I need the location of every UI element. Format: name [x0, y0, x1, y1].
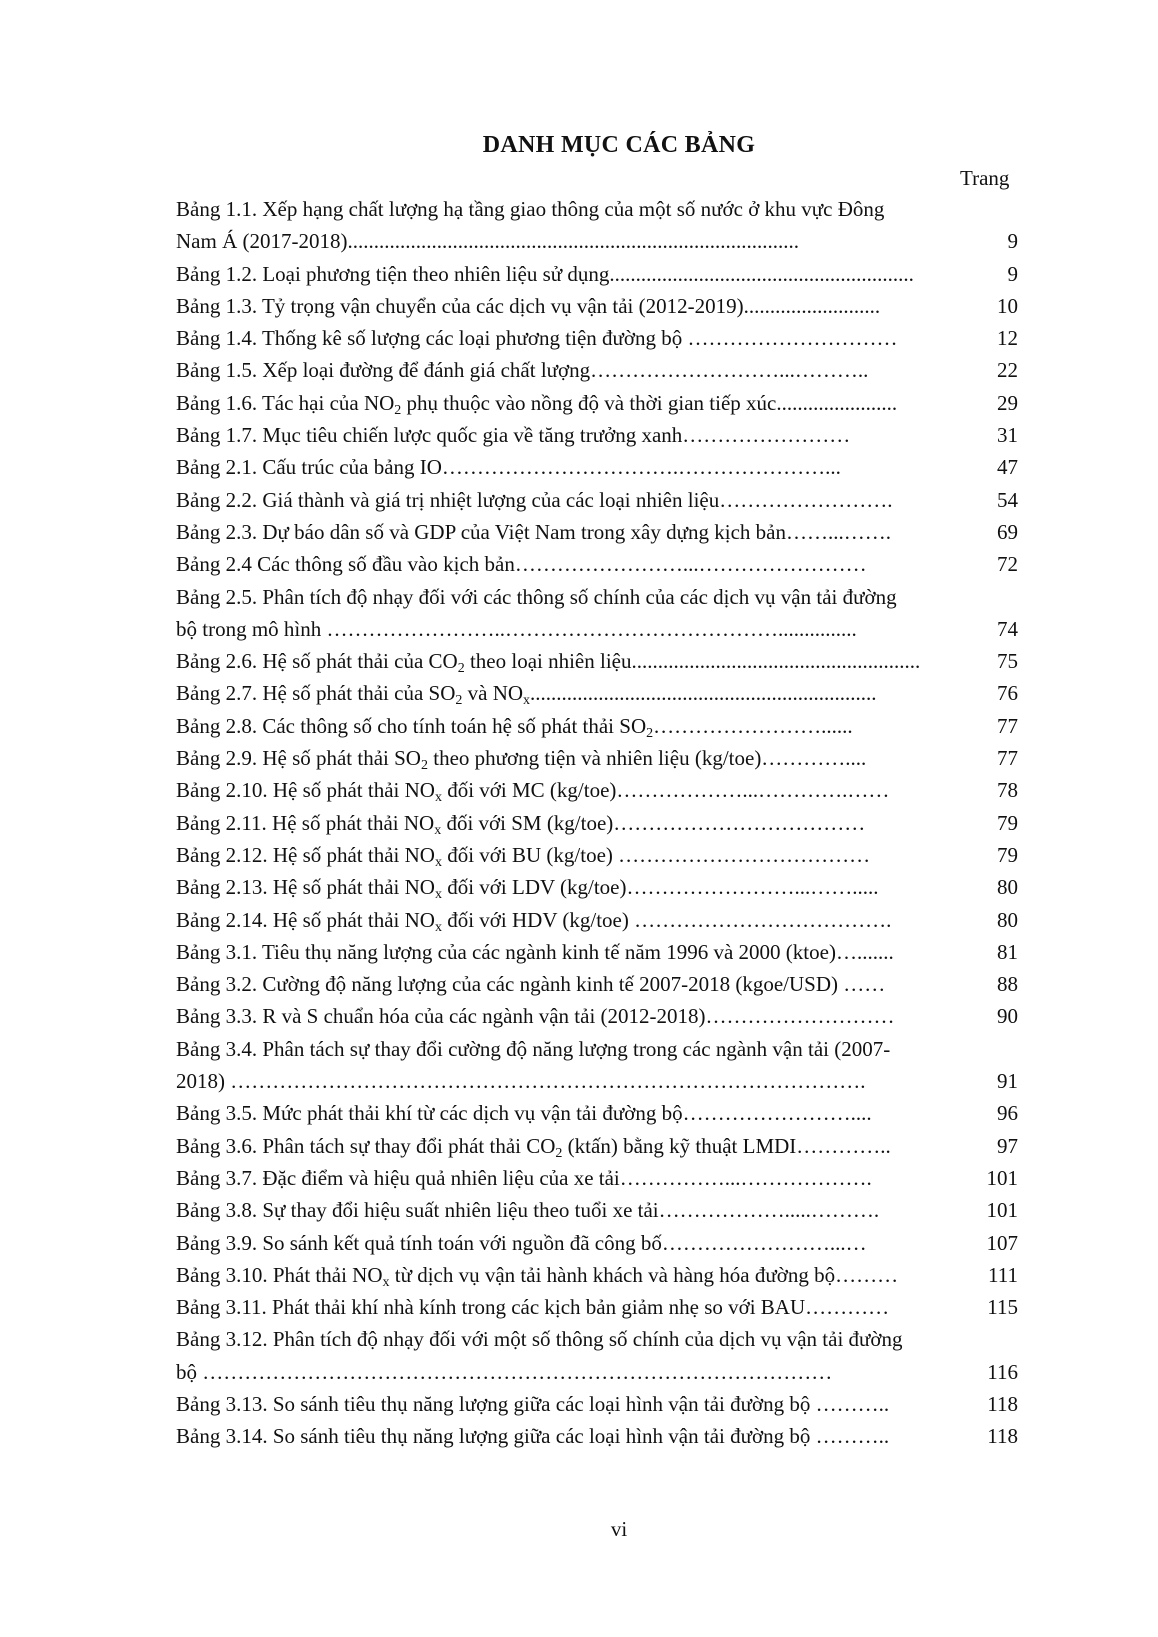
list-item[interactable]	[176, 839, 1018, 871]
list-item[interactable]	[176, 1097, 1018, 1129]
entry-text: Bảng 3.7. Đặc điểm và hiệu quả nhiên liệu của xe tải……………...……………….	[176, 1165, 872, 1190]
entry-text: Bảng 1.3. Tỷ trọng vận chuyển của các dịch vụ vận tải (2012-2019)..........................	[176, 293, 881, 318]
page-number: 97	[997, 1133, 1018, 1158]
entry-title	[176, 807, 865, 839]
entry-title	[176, 1388, 889, 1420]
entry-text: Bảng 2.12. Hệ số phát thải NO	[176, 842, 435, 867]
table-list	[176, 193, 1018, 1453]
entry-title	[176, 1097, 872, 1129]
page-number: 12	[997, 326, 1018, 351]
entry-text: và NO	[462, 681, 524, 706]
list-item[interactable]	[176, 290, 1018, 322]
page-number: 78	[997, 778, 1018, 803]
entry-title	[176, 904, 891, 936]
entry-title	[176, 1420, 889, 1452]
subscript: 2	[646, 725, 654, 741]
page-number: 79	[997, 810, 1018, 835]
page-number: 77	[997, 713, 1018, 738]
entry-title	[176, 225, 799, 257]
list-item[interactable]	[176, 1420, 1018, 1452]
list-item[interactable]	[176, 904, 1018, 936]
page-number: 88	[997, 972, 1018, 997]
list-item[interactable]	[176, 1065, 1018, 1097]
page-number-footer: vi	[610, 1517, 628, 1541]
page-number: 107	[986, 1230, 1018, 1255]
page-number: 115	[987, 1295, 1018, 1320]
page-number: 77	[997, 746, 1018, 771]
entry-text: Bảng 2.8. Các thông số cho tính toán hệ số phát thải SO	[176, 713, 647, 738]
page-number: 72	[997, 552, 1018, 577]
list-item[interactable]	[176, 225, 1018, 257]
entry-text: Bảng 3.12. Phân tích độ nhạy đối với một số thông số chính của dịch vụ vận tải đường	[176, 1327, 903, 1352]
entry-title	[176, 387, 897, 419]
entry-text: đối với MC (kg/toe)………………...………….……	[441, 778, 890, 803]
page-number: 9	[1007, 229, 1018, 254]
entry-title	[176, 548, 867, 580]
entry-title	[176, 1259, 898, 1291]
page-number: 79	[997, 842, 1018, 867]
entry-text: Bảng 3.8. Sự thay đổi hiệu suất nhiên liệu theo tuổi xe tải……………….....……….	[176, 1198, 880, 1223]
entry-text: Bảng 2.10. Hệ số phát thải NO	[176, 778, 435, 803]
entry-title	[176, 290, 880, 322]
entry-title	[176, 1130, 891, 1162]
entry-text: Bảng 2.11. Hệ số phát thải NO	[176, 810, 435, 835]
entry-text: Bảng 3.4. Phân tách sự thay đổi cường độ năng lượng trong các ngành vận tải (2007-	[176, 1036, 891, 1061]
entry-title	[176, 1065, 866, 1097]
page-number: 54	[997, 487, 1018, 512]
entry-title	[176, 1000, 895, 1032]
page-number: 101	[986, 1198, 1018, 1223]
entry-text: Bảng 1.2. Loại phương tiện theo nhiên liệu sử dụng..........................................................	[176, 261, 914, 286]
entry-text: Bảng 3.13. So sánh tiêu thụ năng lượng giữa các loại hình vận tải đường bộ ………..	[176, 1391, 890, 1416]
entry-text: Bảng 3.10. Phát thải NO	[176, 1262, 383, 1287]
entry-title	[176, 516, 891, 548]
entry-text: Bảng 2.5. Phân tích độ nhạy đối với các thông số chính của các dịch vụ vận tải đường	[176, 584, 897, 609]
subscript: x	[523, 693, 531, 709]
entry-text: Bảng 2.2. Giá thành và giá trị nhiệt lượng của các loại nhiên liệu…………………….	[176, 487, 893, 512]
entry-text: Bảng 3.9. So sánh kết quả tính toán với nguồn đã công bố……………………...…	[176, 1230, 867, 1255]
subscript: x	[434, 822, 442, 838]
entry-title	[176, 968, 885, 1000]
list-item[interactable]	[176, 1162, 1018, 1194]
page-number: 76	[997, 681, 1018, 706]
list-item[interactable]	[176, 1291, 1018, 1323]
entry-title	[176, 354, 868, 386]
subscript: x	[434, 790, 442, 806]
entry-text: Bảng 3.5. Mức phát thải khí từ các dịch vụ vận tải đường bộ……………………....	[176, 1101, 872, 1126]
entry-text: Bảng 1.1. Xếp hạng chất lượng hạ tầng giao thông của một số nước ở khu vực Đông	[176, 197, 885, 221]
entry-title	[176, 193, 884, 225]
entry-text: ..................................................................	[530, 681, 877, 706]
entry-title	[176, 451, 841, 483]
subscript: 2	[555, 1145, 563, 1161]
entry-text: Bảng 1.6. Tác hại của NO	[176, 390, 395, 415]
entry-title	[176, 645, 920, 677]
entry-text: theo loại nhiên liệu.......................................................	[464, 649, 921, 674]
entry-title	[176, 742, 866, 774]
list-item[interactable]	[176, 548, 1018, 580]
entry-text: đối với HDV (kg/toe) ……………………………….	[441, 907, 892, 932]
page-number: 111	[988, 1262, 1018, 1287]
entry-title	[176, 1291, 889, 1323]
entry-title	[176, 710, 853, 742]
list-item[interactable]	[176, 807, 1018, 839]
list-item[interactable]	[176, 1388, 1018, 1420]
page-number: 22	[997, 358, 1018, 383]
entry-text: Bảng 2.3. Dự báo dân số và GDP của Việt Nam trong xây dựng kịch bản……...…….	[176, 519, 891, 544]
entry-text: (ktấn) bằng kỹ thuật LMDI…………..	[562, 1133, 891, 1158]
entry-text: Bảng 3.3. R và S chuẩn hóa của các ngành vận tải (2012-2018)………………………	[176, 1004, 895, 1029]
page-number: 9	[1007, 261, 1018, 286]
entry-text: Bảng 3.2. Cường độ năng lượng của các ngành kinh tế 2007-2018 (kgoe/USD) ……	[176, 972, 886, 997]
page-number: 80	[997, 875, 1018, 900]
subscript: 2	[420, 758, 428, 774]
list-item[interactable]	[176, 1323, 1018, 1355]
list-item[interactable]	[176, 774, 1018, 806]
page-number: 118	[987, 1424, 1018, 1449]
list-item[interactable]	[176, 677, 1018, 709]
subscript: x	[434, 887, 442, 903]
page-number: 81	[997, 939, 1018, 964]
list-item[interactable]	[176, 354, 1018, 386]
entry-text: ……………………......	[653, 713, 853, 738]
entry-text: 2018) ……………………………………………………………………………….	[176, 1069, 866, 1094]
page-number: 31	[997, 423, 1018, 448]
entry-text: Bảng 2.4 Các thông số đầu vào kịch bản……………………...……………………	[176, 552, 867, 577]
list-item[interactable]	[176, 1033, 1018, 1065]
page-number: 10	[997, 293, 1018, 318]
entry-text: Bảng 1.4. Thống kê số lượng các loại phương tiện đường bộ …………………………	[176, 326, 898, 351]
entry-text: theo phương tiện và nhiên liệu (kg/toe)…………....	[427, 746, 867, 771]
page-number: 91	[997, 1069, 1018, 1094]
entry-title	[176, 1227, 867, 1259]
entry-title	[176, 871, 879, 903]
subscript: x	[382, 1274, 390, 1290]
entry-text: Bảng 2.9. Hệ số phát thải SO	[176, 746, 421, 771]
entry-title	[176, 774, 889, 806]
subscript: 2	[394, 402, 402, 418]
page-number: 101	[986, 1165, 1018, 1190]
list-item[interactable]	[176, 1356, 1018, 1388]
list-item[interactable]	[176, 193, 1018, 225]
page-title: DANH MỤC CÁC BẢNG	[482, 132, 756, 158]
page-number: 90	[997, 1004, 1018, 1029]
entry-text: Bảng 2.1. Cấu trúc của bảng IO…………………………….…………………...	[176, 455, 841, 480]
list-item[interactable]	[176, 451, 1018, 483]
entry-text: Bảng 3.6. Phân tách sự thay đổi phát thải CO	[176, 1133, 556, 1158]
entry-text: Bảng 2.13. Hệ số phát thải NO	[176, 875, 435, 900]
page-number: 116	[987, 1359, 1018, 1384]
list-item[interactable]	[176, 1000, 1018, 1032]
entry-text: Bảng 2.14. Hệ số phát thải NO	[176, 907, 435, 932]
list-item[interactable]	[176, 484, 1018, 516]
page-number: 29	[997, 390, 1018, 415]
subscript: 2	[457, 661, 465, 677]
entry-title	[176, 484, 893, 516]
list-item[interactable]	[176, 1259, 1018, 1291]
entry-text: Bảng 3.14. So sánh tiêu thụ năng lượng giữa các loại hình vận tải đường bộ ………..	[176, 1424, 890, 1449]
page-number: 96	[997, 1101, 1018, 1126]
entry-title	[176, 581, 897, 613]
page-number: 118	[987, 1391, 1018, 1416]
entry-text: đối với LDV (kg/toe)……………………...…….....	[441, 875, 879, 900]
page-number: 80	[997, 907, 1018, 932]
entry-title	[176, 419, 850, 451]
list-item[interactable]	[176, 1194, 1018, 1226]
entry-text: Bảng 3.1. Tiêu thụ năng lượng của các ngành kinh tế năm 1996 và 2000 (ktoe)….......	[176, 939, 894, 964]
page-number: 74	[997, 616, 1018, 641]
list-item[interactable]	[176, 387, 1018, 419]
entry-title	[176, 1162, 872, 1194]
page-column-header: Trang	[960, 166, 1010, 190]
entry-title	[176, 322, 898, 354]
entry-text: đối với BU (kg/toe) ………………………………	[441, 842, 871, 867]
list-item[interactable]	[176, 419, 1018, 451]
list-item[interactable]	[176, 613, 1018, 645]
list-item[interactable]	[176, 968, 1018, 1000]
list-item[interactable]	[176, 710, 1018, 742]
list-item[interactable]	[176, 258, 1018, 290]
entry-title	[176, 613, 857, 645]
entry-text: Bảng 3.11. Phát thải khí nhà kính trong các kịch bản giảm nhẹ so với BAU…………	[176, 1295, 890, 1320]
entry-title	[176, 839, 870, 871]
list-item[interactable]	[176, 742, 1018, 774]
entry-text: bộ ………………………………………………………………………………	[176, 1359, 833, 1384]
entry-text: đối với SM (kg/toe)………………………………	[441, 810, 866, 835]
subscript: 2	[455, 693, 463, 709]
subscript: x	[434, 854, 442, 870]
entry-text: từ dịch vụ vận tải hành khách và hàng hóa đường bộ………	[389, 1262, 899, 1287]
entry-text: Bảng 1.7. Mục tiêu chiến lược quốc gia về tăng trưởng xanh……………………	[176, 423, 851, 448]
entry-text: Bảng 2.7. Hệ số phát thải của SO	[176, 681, 456, 706]
page-number: 69	[997, 519, 1018, 544]
list-item[interactable]	[176, 581, 1018, 613]
entry-text: Bảng 1.5. Xếp loại đường để đánh giá chất lượng………………………...………..	[176, 358, 869, 383]
list-item[interactable]	[176, 871, 1018, 903]
list-item[interactable]	[176, 936, 1018, 968]
page-number: 75	[997, 649, 1018, 674]
entry-title	[176, 1033, 890, 1065]
entry-text: phụ thuộc vào nồng độ và thời gian tiếp xúc.......................	[401, 390, 898, 415]
list-item[interactable]	[176, 1130, 1018, 1162]
page-number: 47	[997, 455, 1018, 480]
list-item[interactable]	[176, 645, 1018, 677]
entry-title	[176, 677, 877, 709]
list-item[interactable]	[176, 1227, 1018, 1259]
entry-text: bộ trong mô hình ……………………..…………………………………...............	[176, 616, 857, 641]
entry-text: Bảng 2.6. Hệ số phát thải của CO	[176, 649, 458, 674]
list-item[interactable]	[176, 322, 1018, 354]
entry-title	[176, 1323, 903, 1355]
entry-text: Nam Á (2017-2018)......................................................................................	[176, 229, 799, 254]
subscript: x	[434, 919, 442, 935]
list-item[interactable]	[176, 516, 1018, 548]
entry-title	[176, 258, 914, 290]
entry-title	[176, 1194, 879, 1226]
entry-title	[176, 936, 894, 968]
entry-title	[176, 1356, 832, 1388]
